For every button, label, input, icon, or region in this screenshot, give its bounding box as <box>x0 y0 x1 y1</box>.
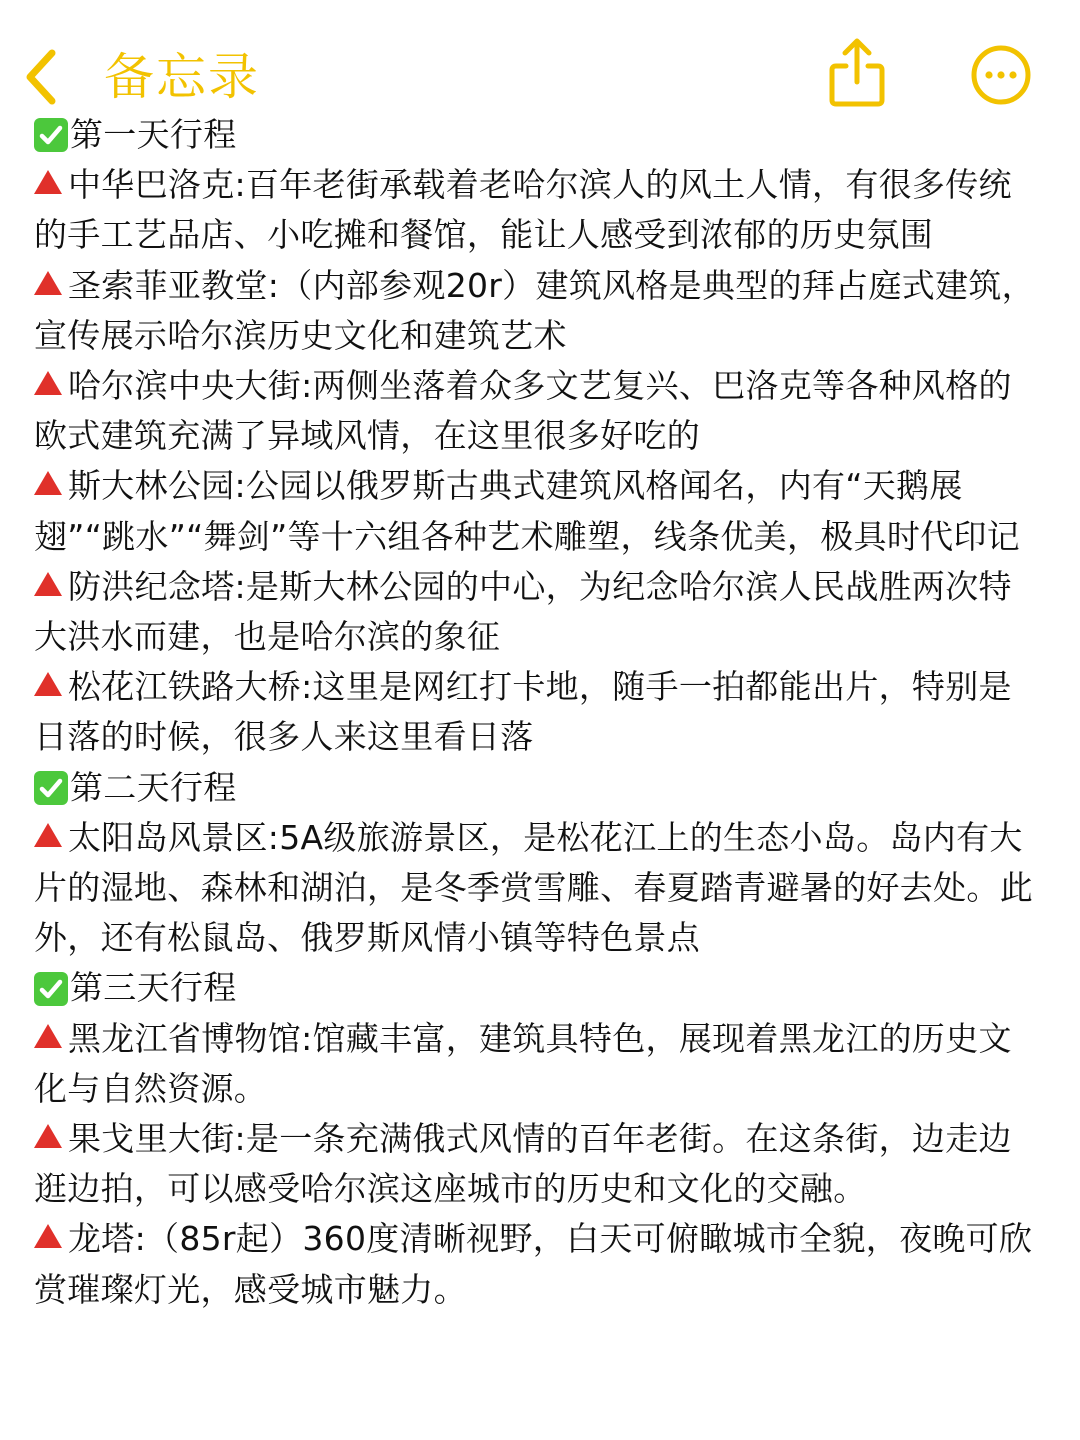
back-label: 备忘录 <box>104 48 260 106</box>
share-button[interactable] <box>826 36 888 108</box>
itinerary-item-text: 松花江铁路大桥:这里是网红打卡地，随手一拍都能出片，特别是日落的时候，很多人来这里看日落 <box>34 667 1012 757</box>
itinerary-item <box>34 361 1044 461</box>
red-triangle-icon <box>34 823 62 847</box>
red-triangle-icon <box>34 1024 62 1048</box>
red-triangle-icon <box>34 471 62 495</box>
itinerary-item <box>34 461 1044 561</box>
itinerary-item-text: 太阳岛风景区:5A级旅游景区，是松花江上的生态小岛。岛内有大片的湿地、森林和湖泊，是冬季赏雪雕、春夏踏青避暑的好去处。此外，还有松鼠岛、俄罗斯风情小镇等特色景点 <box>34 817 1033 958</box>
itinerary-item <box>34 261 1044 361</box>
itinerary-item-text: 圣索菲亚教堂:（内部参观20r）建筑风格是典型的拜占庭式建筑，宣传展示哈尔滨历史文化和建筑艺术 <box>34 265 1035 355</box>
day-heading-text: 第一天行程 <box>70 115 237 154</box>
check-mark-icon <box>34 972 68 1006</box>
nav-bar <box>0 0 1080 112</box>
day-heading-text: 第三天行程 <box>70 968 237 1008</box>
itinerary-item-text: 防洪纪念塔:是斯大林公园的中心，为纪念哈尔滨人民战胜两次特大洪水而建，也是哈尔滨的象征 <box>34 566 1012 657</box>
day-heading <box>34 963 1044 1013</box>
check-mark-icon <box>34 118 68 152</box>
itinerary-item-text: 中华巴洛克:百年老街承载着老哈尔滨人的风土人情，有很多传统的手工艺品店、小吃摊和餐馆，能让人感受到浓郁的历史氛围 <box>34 165 1012 255</box>
day-heading <box>34 763 1044 813</box>
itinerary-item-text: 斯大林公园:公园以俄罗斯古典式建筑风格闻名，内有“天鹅展翅”“跳水”“舞剑”等十六组各种艺术雕塑，线条优美，极具时代印记 <box>34 466 1021 556</box>
chevron-left-icon <box>22 49 58 105</box>
red-triangle-icon <box>34 1224 62 1248</box>
itinerary-item <box>34 1114 1044 1214</box>
itinerary-item <box>34 662 1044 762</box>
day-heading-text: 第二天行程 <box>70 767 237 807</box>
red-triangle-icon <box>34 572 62 596</box>
itinerary-item-text: 果戈里大街:是一条充满俄式风情的百年老街。在这条街，边走边逛边拍，可以感受哈尔滨这座城市的历史和文化的交融。 <box>34 1119 1012 1209</box>
day-heading <box>34 110 1044 160</box>
red-triangle-icon <box>34 271 62 295</box>
back-button[interactable] <box>22 42 260 112</box>
red-triangle-icon <box>34 1124 62 1148</box>
itinerary-item-text: 哈尔滨中央大街:两侧坐落着众多文艺复兴、巴洛克等各种风格的欧式建筑充满了异域风情，在这里很多好吃的 <box>34 366 1012 456</box>
note-body[interactable] <box>34 110 1044 1315</box>
itinerary-item-text: 黑龙江省博物馆:馆藏丰富，建筑具特色，展现着黑龙江的历史文化与自然资源。 <box>34 1018 1012 1108</box>
itinerary-item <box>34 1014 1044 1114</box>
red-triangle-icon <box>34 170 62 194</box>
itinerary-item <box>34 562 1044 662</box>
more-icon <box>970 91 1032 110</box>
check-mark-icon <box>34 771 68 805</box>
red-triangle-icon <box>34 371 62 395</box>
itinerary-item <box>34 160 1044 260</box>
more-button[interactable] <box>970 44 1032 106</box>
itinerary-item-text: 龙塔:（85r起）360度清晰视野，白天可俯瞰城市全貌，夜晚可欣赏璀璨灯光，感受城市魅力。 <box>34 1219 1033 1309</box>
red-triangle-icon <box>34 672 62 696</box>
itinerary-item <box>34 1214 1044 1314</box>
itinerary-item <box>34 813 1044 964</box>
